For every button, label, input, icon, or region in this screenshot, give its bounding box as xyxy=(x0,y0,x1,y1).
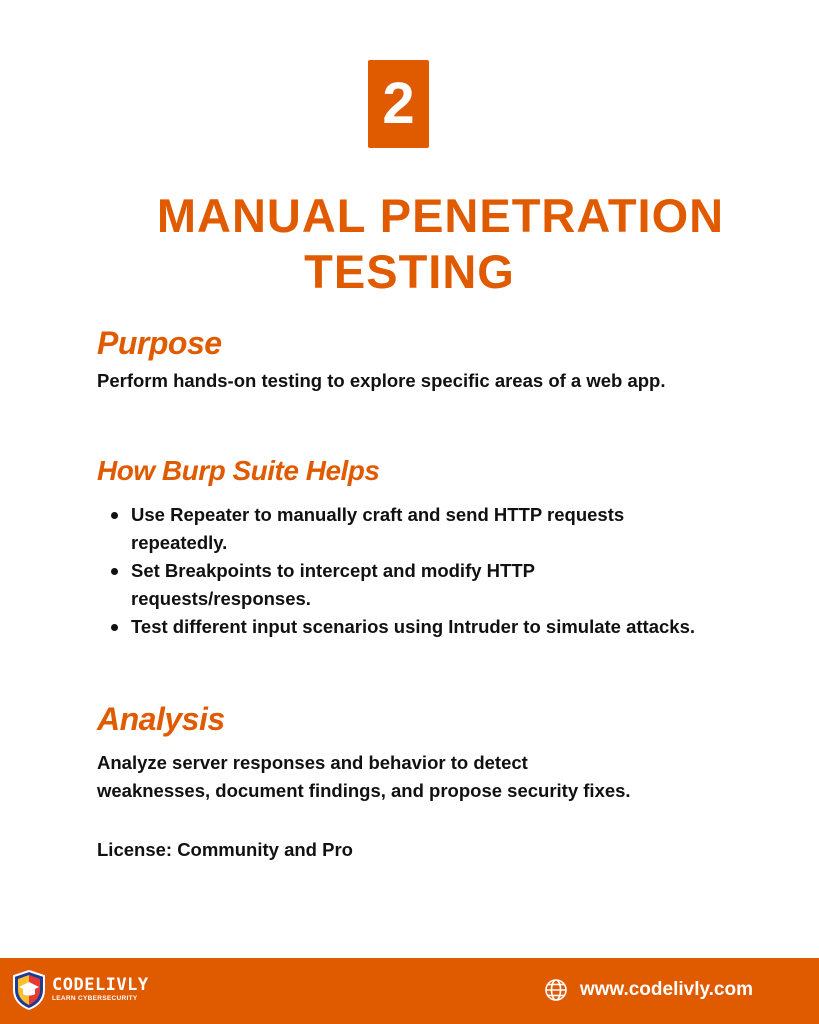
burp-helps-list xyxy=(97,501,697,641)
list-item-text: Test different input scenarios using Intruder to simulate attacks. xyxy=(131,616,696,637)
purpose-text: Perform hands-on testing to explore specific areas of a web app. xyxy=(97,370,666,391)
website-url[interactable]: www.codelivly.com xyxy=(579,979,753,1000)
section-number: 2 xyxy=(382,71,415,136)
globe-icon xyxy=(544,978,568,1002)
bullet-icon xyxy=(111,568,118,575)
list-item xyxy=(97,557,697,613)
list-item-text: Set Breakpoints to intercept and modify HTTP requests/responses. xyxy=(131,560,535,609)
footer-bar xyxy=(0,958,819,1024)
how-burp-helps-heading: How Burp Suite Helps xyxy=(97,455,380,486)
list-item xyxy=(97,501,697,557)
section-number-badge xyxy=(368,60,429,148)
analysis-text: Analyze server responses and behavior to detect weaknesses, document findings, and propose security fixes. xyxy=(97,752,631,801)
list-item xyxy=(97,613,697,641)
purpose-heading: Purpose xyxy=(97,325,222,361)
bullet-icon xyxy=(111,512,118,519)
brand-name: CODELIVLY xyxy=(52,975,149,995)
page-title-line-1: MANUAL PENETRATION xyxy=(156,189,725,242)
shield-graduation-cap-icon xyxy=(12,970,46,1010)
list-item-text: Use Repeater to manually craft and send HTTP requests repeatedly. xyxy=(131,504,625,553)
page-title-line-2: TESTING xyxy=(304,245,515,298)
bullet-icon xyxy=(111,624,118,631)
analysis-heading: Analysis xyxy=(97,701,225,737)
brand-tagline: LEARN CYBERSECURITY xyxy=(52,995,138,1002)
license-text: License: Community and Pro xyxy=(97,839,353,860)
codelivly-logo[interactable] xyxy=(12,966,149,1014)
website-link[interactable] xyxy=(544,978,753,1002)
page-title xyxy=(0,188,819,300)
